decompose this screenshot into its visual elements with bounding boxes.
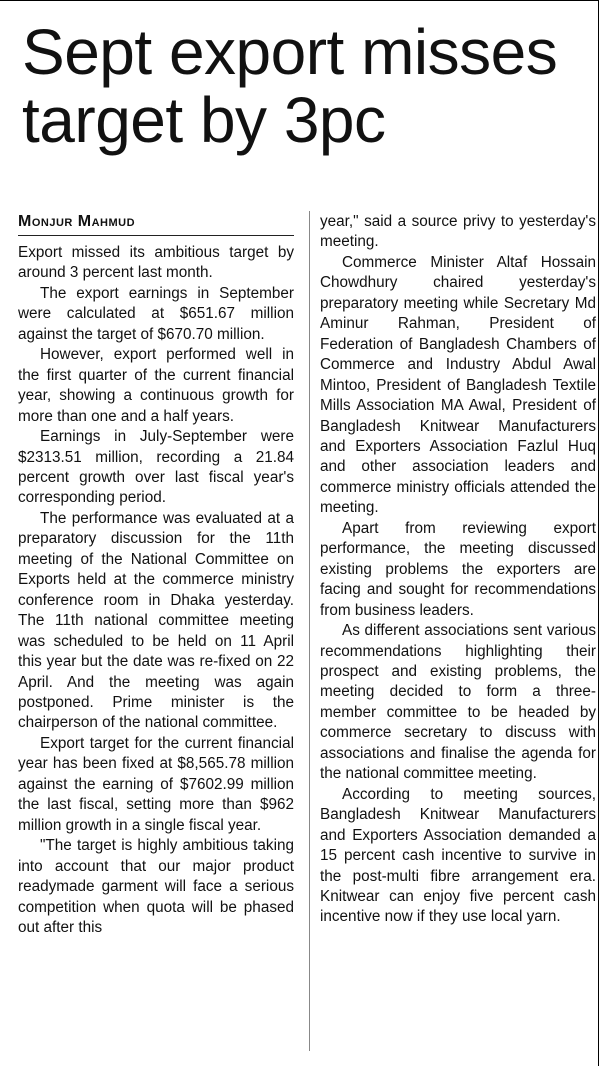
byline-rule (18, 235, 294, 236)
frame-top-rule (0, 0, 598, 1)
paragraph: Export target for the current financial year has been fixed at $8,565.78 million against the earning of $7602.99 million the last fiscal, setting more than $962 million growth in a single fiscal year. (18, 734, 294, 834)
column-divider (309, 211, 310, 1051)
column-left (18, 211, 294, 938)
paragraph: Commerce Minister Altaf Hossain Chowdhury chaired yesterday's preparatory meeting while Secretary Md Aminur Rahman, President of Federation of Bangladesh Chambers of Commerce and Industry Abdul Awal Mintoo, President of Bangladesh Textile Mills Association MA Awal, President of Bangladesh Knitwear Manufacturers and Exporters Association Fazlul Huq and other association leaders and commerce ministry officials attended the meeting. (320, 253, 596, 517)
byline: Monjur Mahmud (18, 213, 136, 230)
column-right (320, 212, 596, 928)
paragraph: year," said a source privy to yesterday's meeting. (320, 213, 596, 251)
paragraph: The performance was evaluated at a preparatory discussion for the 11th meeting of the National Committee on Exports held at the commerce ministry conference room in Dhaka yesterday. The 11th national committee meeting was scheduled to be held on 11 April this year but the date was re-fixed on 22 April. And the meeting was again postponed. Prime minister is the chairperson of the national committee. (18, 509, 294, 732)
paragraph: Apart from reviewing export performance, the meeting discussed existing problems the exporters are facing and sought for recommendations from business leaders. (320, 519, 596, 619)
paragraph: Export missed its ambitious target by around 3 percent last month. (18, 244, 294, 282)
paragraph: However, export performed well in the first quarter of the current financial year, showing a continuous growth for more than one and a half years. (18, 346, 294, 425)
paragraph: Earnings in July-September were $2313.51 million, recording a 21.84 percent growth over last fiscal year's corresponding period. (18, 428, 294, 507)
paragraph: The export earnings in September were calculated at $651.67 million against the target of $670.70 million. (18, 284, 294, 343)
paragraph: According to meeting sources, Bangladesh Knitwear Manufacturers and Exporters Association demanded a 15 percent cash incentive to survive in the post-multi fibre arrangement era. Knitwear can enjoy five percent cash incentive now if they use local yarn. (320, 785, 596, 926)
paragraph: As different associations sent various recommendations highlighting their prospect and existing problems, the meeting decided to form a three-member committee to be headed by commerce secretary to discuss with associations and finalise the agenda for the national committee meeting. (320, 622, 596, 783)
headline: Sept export misses target by 3pc (22, 16, 558, 156)
frame-right-rule (598, 0, 599, 1066)
paragraph: "The target is highly ambitious taking into account that our major product readymade garment will face a serious competition when quota will be phased out after this (18, 837, 294, 936)
